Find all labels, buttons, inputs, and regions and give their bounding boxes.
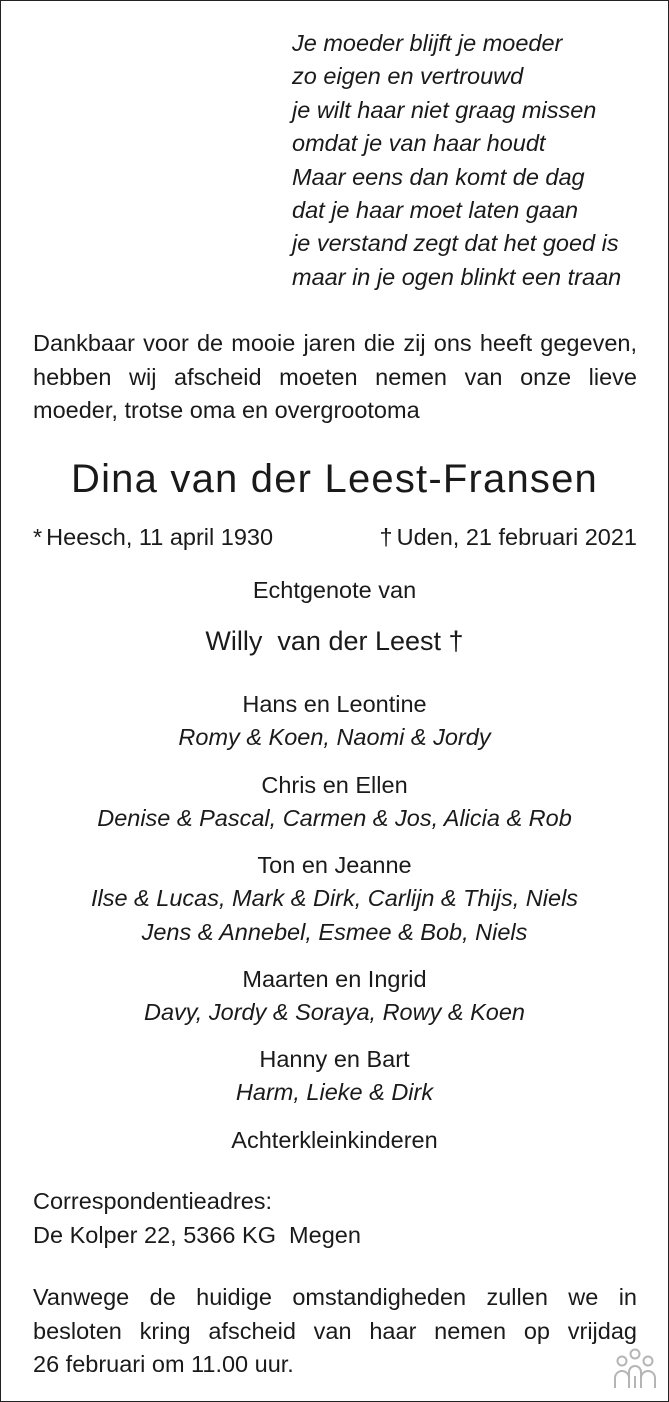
birth-info [33,521,273,553]
family-children: Davy, Jordy & Soraya, Rowy & Koen [144,999,525,1026]
poem-line: dat je haar moet laten gaan [292,197,579,224]
birth-text: Heesch, 11 april 1930 [46,524,274,550]
closing-text [33,1281,637,1382]
spouse-cross-icon: † [448,626,464,656]
poem-line: je verstand zegt dat het goed is [292,230,619,257]
poem-line: zo eigen en vertrouwd [292,63,524,90]
death-cross-icon: † [379,524,393,550]
family-parents: Maarten en Ingrid [242,966,427,992]
spouse-name: Willy van der Leest [205,626,442,656]
closing-line: Vanwege de huidige omstandigheden zullen we in [33,1284,637,1310]
family-children: Jens & Annebel, Esmee & Bob, Niels [141,918,528,945]
poem-line: Je moeder blijft je moeder [292,30,563,56]
family-children: Romy & Koen, Naomi & Jordy [178,724,491,751]
closing-line: besloten kring afscheid van haar nemen op vrijdag [33,1317,637,1344]
family-parents: Chris en Ellen [261,772,408,798]
death-text: Uden, 21 februari 2021 [396,524,637,550]
poem-line: maar in je ogen blinkt een traan [292,263,622,290]
poem-line: je wilt haar niet graag missen [292,96,597,123]
intro-line: Dankbaar voor de mooie jaren die zij ons heeft gegeven, [33,330,637,356]
great-grandchildren: Achterkleinkinderen [231,1127,438,1153]
family-parents: Ton en Jeanne [257,852,412,878]
poem [292,27,621,294]
family-group [1,688,668,755]
family-children: Harm, Lieke & Dirk [235,1079,434,1106]
family-parents: Hans en Leontine [242,691,427,717]
intro-line: moeder, trotse oma en overgrootoma [33,397,420,424]
family-parents: Hanny en Bart [259,1046,410,1072]
family-group [1,963,668,1030]
family-group [1,769,668,836]
correspondence [33,1185,361,1252]
family-children: Ilse & Lucas, Mark & Dirk, Carlijn & Thijs, Niels [90,885,579,912]
family-children: Denise & Pascal, Carmen & Jos, Alicia & Rob [97,805,572,832]
people-logo-icon [610,1348,660,1390]
closing-line: 26 februari om 11.00 uur. [33,1351,294,1378]
spouse-line [1,623,668,659]
correspondence-label: Correspondentieadres: [33,1188,273,1214]
family-group [1,1043,668,1110]
family-group [1,849,668,949]
spouse-intro: Echtgenote van [252,577,417,603]
death-info [380,521,637,553]
deceased-name: Dina van der Leest-Fransen [70,457,599,501]
poem-line: Maar eens dan komt de dag [292,163,585,190]
intro-line: hebben wij afscheid moeten nemen van onze lieve [33,363,637,390]
birth-star-icon: * [33,524,43,550]
intro-text [33,327,637,428]
poem-line: omdat je van haar houdt [292,130,546,157]
correspondence-address: De Kolper 22, 5366 KG Megen [33,1221,361,1248]
